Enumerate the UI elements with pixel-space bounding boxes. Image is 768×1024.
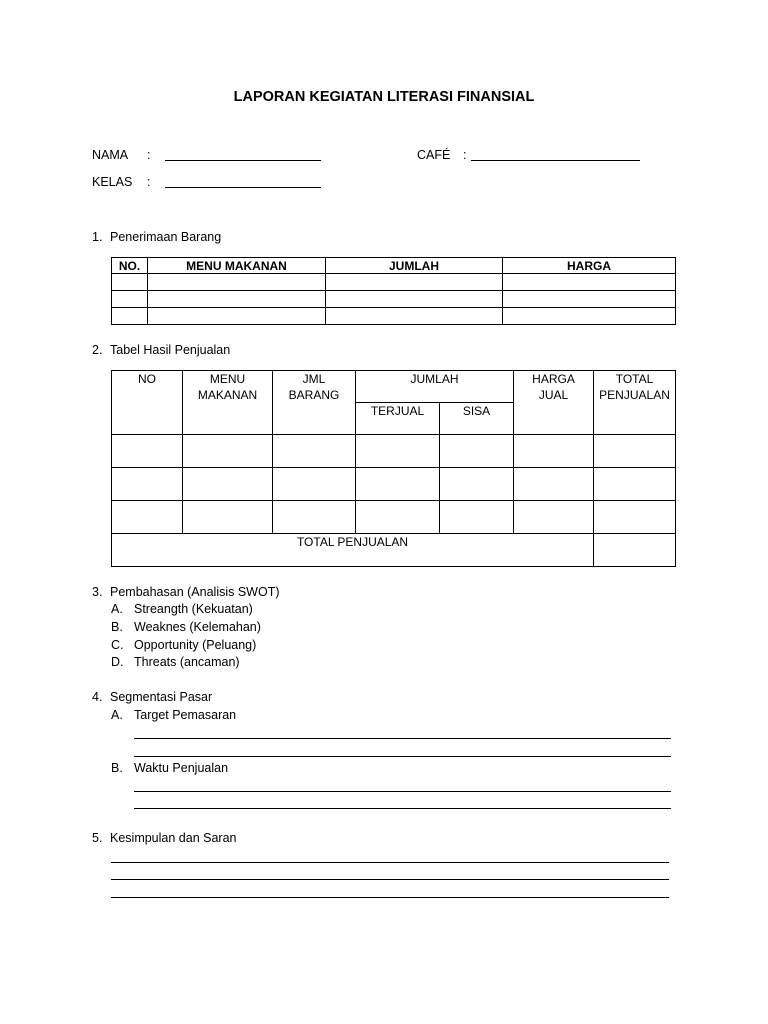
table-cell[interactable] xyxy=(440,501,514,534)
section5-title: Kesimpulan dan Saran xyxy=(110,831,237,845)
table-cell[interactable] xyxy=(514,468,594,501)
table-cell[interactable] xyxy=(273,468,356,501)
header-terjual-label: TERJUAL xyxy=(370,404,425,418)
table-cell[interactable] xyxy=(183,501,273,534)
header-jumlah-label: JUMLAH xyxy=(410,372,459,386)
list-text: Target Pemasaran xyxy=(134,708,237,722)
total-penjualan-label: TOTAL PENJUALAN xyxy=(296,535,409,549)
list-item xyxy=(111,620,261,634)
table-cell[interactable] xyxy=(514,501,594,534)
section5-heading xyxy=(92,831,236,845)
header-no-label: NO xyxy=(138,372,156,386)
answer-line[interactable] xyxy=(134,791,671,792)
table-cell[interactable] xyxy=(503,274,676,291)
answer-line[interactable] xyxy=(134,808,671,809)
table-row xyxy=(112,501,676,534)
header-total-label: TOTAL xyxy=(615,372,654,386)
table-cell[interactable] xyxy=(440,435,514,468)
table-cell[interactable] xyxy=(326,308,503,325)
list-item xyxy=(111,761,228,775)
cafe-field[interactable] xyxy=(471,160,640,161)
section2-number: 2. xyxy=(92,343,103,357)
table-row xyxy=(112,308,676,325)
table-cell[interactable] xyxy=(356,501,440,534)
header-no xyxy=(112,371,183,435)
total-penjualan-label-cell xyxy=(112,534,594,567)
table-row xyxy=(112,291,676,308)
answer-line[interactable] xyxy=(111,862,669,863)
table-row xyxy=(112,435,676,468)
section1-heading xyxy=(92,230,221,244)
table-cell[interactable] xyxy=(326,274,503,291)
header-sisa xyxy=(440,403,514,435)
list-item xyxy=(111,655,240,669)
list-text: Opportunity (Peluang) xyxy=(134,638,257,652)
table-cell[interactable] xyxy=(148,308,326,325)
kelas-field[interactable] xyxy=(165,187,321,188)
section4-heading xyxy=(92,690,212,704)
section3-title: Pembahasan (Analisis SWOT) xyxy=(110,585,280,599)
table-cell[interactable] xyxy=(514,435,594,468)
section2-title: Tabel Hasil Penjualan xyxy=(110,343,231,357)
kelas-label: KELAS xyxy=(92,175,133,189)
header-menu-makanan: MENU MAKANAN xyxy=(148,258,326,274)
total-penjualan-value-cell[interactable] xyxy=(594,534,676,567)
header-sisa-label: SISA xyxy=(462,404,491,418)
table-cell[interactable] xyxy=(183,468,273,501)
list-letter: B. xyxy=(111,620,123,634)
penerimaan-barang-table xyxy=(111,257,676,325)
list-letter: A. xyxy=(111,708,123,722)
table-cell[interactable] xyxy=(326,291,503,308)
cafe-label: CAFÉ xyxy=(417,148,451,162)
table-cell[interactable] xyxy=(112,501,183,534)
section4-title: Segmentasi Pasar xyxy=(110,690,213,704)
table-cell[interactable] xyxy=(273,435,356,468)
header-makanan-label: MAKANAN xyxy=(197,388,258,402)
section1-title: Penerimaan Barang xyxy=(110,230,222,244)
list-text: Streangth (Kekuatan) xyxy=(134,602,253,616)
header-jual-label: JUAL xyxy=(538,388,569,402)
header-jumlah: JUMLAH xyxy=(326,258,503,274)
answer-line[interactable] xyxy=(134,756,671,757)
table-cell[interactable] xyxy=(148,274,326,291)
list-letter: A. xyxy=(111,602,123,616)
section5-number: 5. xyxy=(92,831,103,845)
table-cell[interactable] xyxy=(183,435,273,468)
header-terjual xyxy=(356,403,440,435)
header-harga-jual xyxy=(514,371,594,435)
section3-number: 3. xyxy=(92,585,103,599)
header-jml-barang xyxy=(273,371,356,435)
header-harga: HARGA xyxy=(503,258,676,274)
list-item xyxy=(111,708,236,722)
table-cell[interactable] xyxy=(112,274,148,291)
list-letter: B. xyxy=(111,761,123,775)
table-row xyxy=(112,468,676,501)
kelas-colon: : xyxy=(147,175,151,189)
table-cell[interactable] xyxy=(503,308,676,325)
answer-line[interactable] xyxy=(111,897,669,898)
header-total-penjualan xyxy=(594,371,676,435)
table-cell[interactable] xyxy=(112,308,148,325)
section1-number: 1. xyxy=(92,230,103,244)
answer-line[interactable] xyxy=(111,879,669,880)
answer-line[interactable] xyxy=(134,738,671,739)
table-cell[interactable] xyxy=(148,291,326,308)
header-no: NO. xyxy=(112,258,148,274)
nama-label: NAMA xyxy=(92,148,129,162)
header-harga-label: HARGA xyxy=(532,372,575,386)
document-title: LAPORAN KEGIATAN LITERASI FINANSIAL xyxy=(233,89,535,105)
header-penjualan-label: PENJUALAN xyxy=(599,388,670,402)
list-letter: C. xyxy=(111,638,124,652)
table-cell[interactable] xyxy=(112,291,148,308)
table-cell[interactable] xyxy=(273,501,356,534)
table-cell[interactable] xyxy=(594,468,676,501)
section2-heading xyxy=(92,343,230,357)
header-barang-label: BARANG xyxy=(288,388,340,402)
section3-heading xyxy=(92,585,280,599)
header-jml-label: JML xyxy=(302,372,326,386)
header-jumlah xyxy=(356,371,514,403)
table-cell[interactable] xyxy=(594,501,676,534)
table-cell[interactable] xyxy=(503,291,676,308)
nama-field[interactable] xyxy=(165,160,321,161)
list-text: Weaknes (Kelemahan) xyxy=(134,620,261,634)
hasil-penjualan-table xyxy=(111,370,676,567)
list-item xyxy=(111,602,253,616)
table-cell[interactable] xyxy=(440,468,514,501)
table-cell[interactable] xyxy=(112,435,183,468)
table-cell[interactable] xyxy=(356,468,440,501)
header-menu-label: MENU xyxy=(209,372,246,386)
list-letter: D. xyxy=(111,655,124,669)
table-cell[interactable] xyxy=(356,435,440,468)
list-item xyxy=(111,638,256,652)
nama-colon: : xyxy=(147,148,151,162)
table-cell[interactable] xyxy=(112,468,183,501)
section4-number: 4. xyxy=(92,690,103,704)
cafe-colon: : xyxy=(463,148,467,162)
list-text: Waktu Penjualan xyxy=(134,761,229,775)
list-text: Threats (ancaman) xyxy=(134,655,240,669)
header-menu-makanan xyxy=(183,371,273,435)
table-row xyxy=(112,274,676,291)
table-cell[interactable] xyxy=(594,435,676,468)
